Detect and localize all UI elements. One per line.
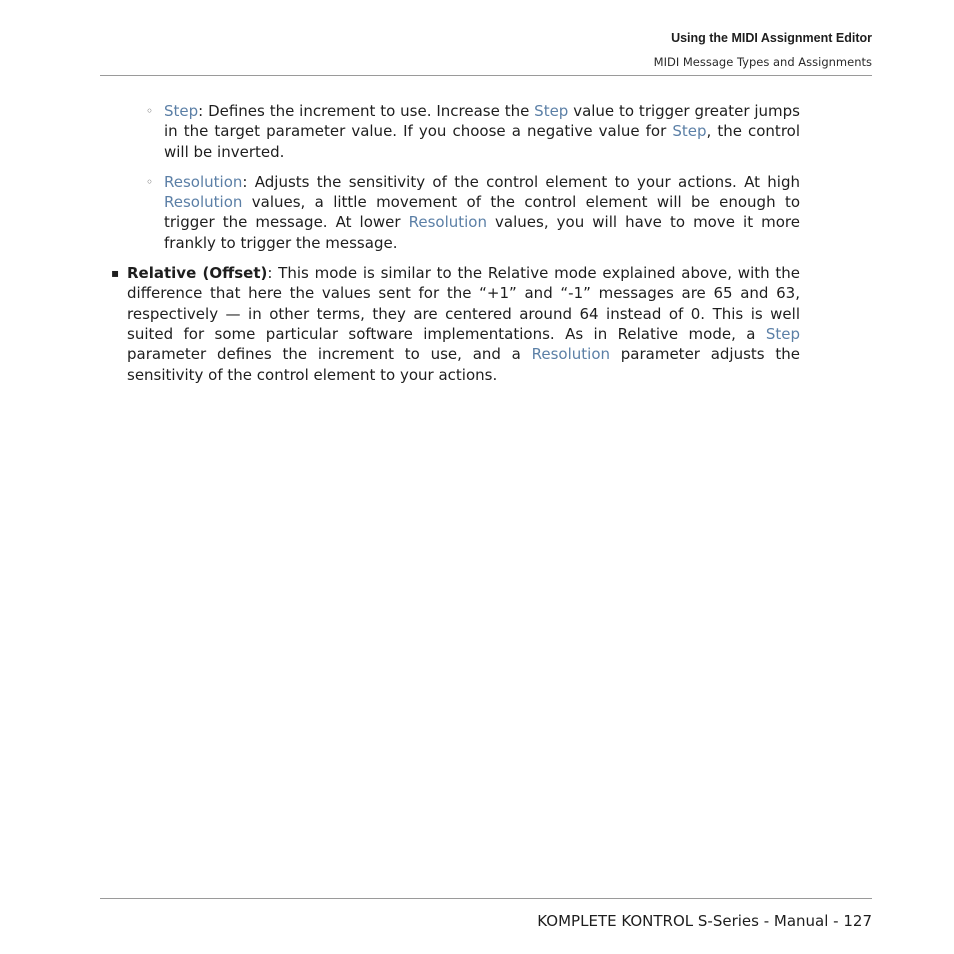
resolution-text-3: values, you will have to move it more frankly to trigger the message. bbox=[164, 213, 800, 252]
resolution-text-2: values, a little movement of the control element will be enough to trigger the message. At lower bbox=[164, 193, 800, 232]
resolution-text-1: : Adjusts the sensitivity of the control element to your actions. At high bbox=[242, 172, 800, 191]
chapter-title: Using the MIDI Assignment Editor bbox=[671, 31, 872, 45]
resolution-link[interactable]: Resolution bbox=[408, 213, 487, 232]
step-text-1: : Defines the increment to use. Increase the bbox=[198, 102, 535, 120]
resolution-link[interactable]: Resolution bbox=[531, 345, 611, 364]
relative-offset-term: Relative (Offset) bbox=[127, 264, 268, 283]
resolution-term-link[interactable]: Resolution bbox=[164, 172, 243, 191]
bullet-marker: ▪ bbox=[111, 266, 120, 281]
list-item-resolution bbox=[146, 172, 800, 253]
step-link[interactable]: Step bbox=[672, 122, 707, 141]
relative-offset-text-1: : This mode is similar to the Relative mode explained above, with the difference that here the values sent for the “+1” and “-1” messages are 65 and 63, respectively — in other terms, they are centered around 64 instead of 0. This is well suited for some particular software implementations. As in Relative mode, a bbox=[127, 264, 801, 343]
relative-offset-text-2: parameter defines the increment to use, and a bbox=[127, 345, 532, 364]
step-text-3: , the control will be inverted. bbox=[164, 122, 800, 161]
relative-offset-text-3: parameter adjusts the sensitivity of the control element to your actions. bbox=[127, 345, 800, 384]
step-text-2: value to trigger greater jumps in the target parameter value. If you choose a negative value for bbox=[164, 102, 800, 141]
step-link[interactable]: Step bbox=[534, 102, 569, 120]
step-link[interactable]: Step bbox=[765, 324, 800, 343]
page-footer: KOMPLETE KONTROL S-Series - Manual - 127 bbox=[537, 912, 872, 930]
resolution-link[interactable]: Resolution bbox=[164, 193, 243, 212]
page-content bbox=[100, 101, 800, 385]
step-term-link[interactable]: Step bbox=[164, 102, 199, 120]
list-item-step bbox=[146, 101, 800, 162]
header-divider bbox=[100, 75, 872, 76]
section-title: MIDI Message Types and Assignments bbox=[653, 55, 872, 69]
list-item-relative-offset bbox=[111, 263, 801, 385]
sub-bullet-marker: ◦ bbox=[146, 174, 154, 189]
sub-bullet-marker: ◦ bbox=[146, 104, 154, 118]
footer-divider bbox=[100, 898, 872, 899]
